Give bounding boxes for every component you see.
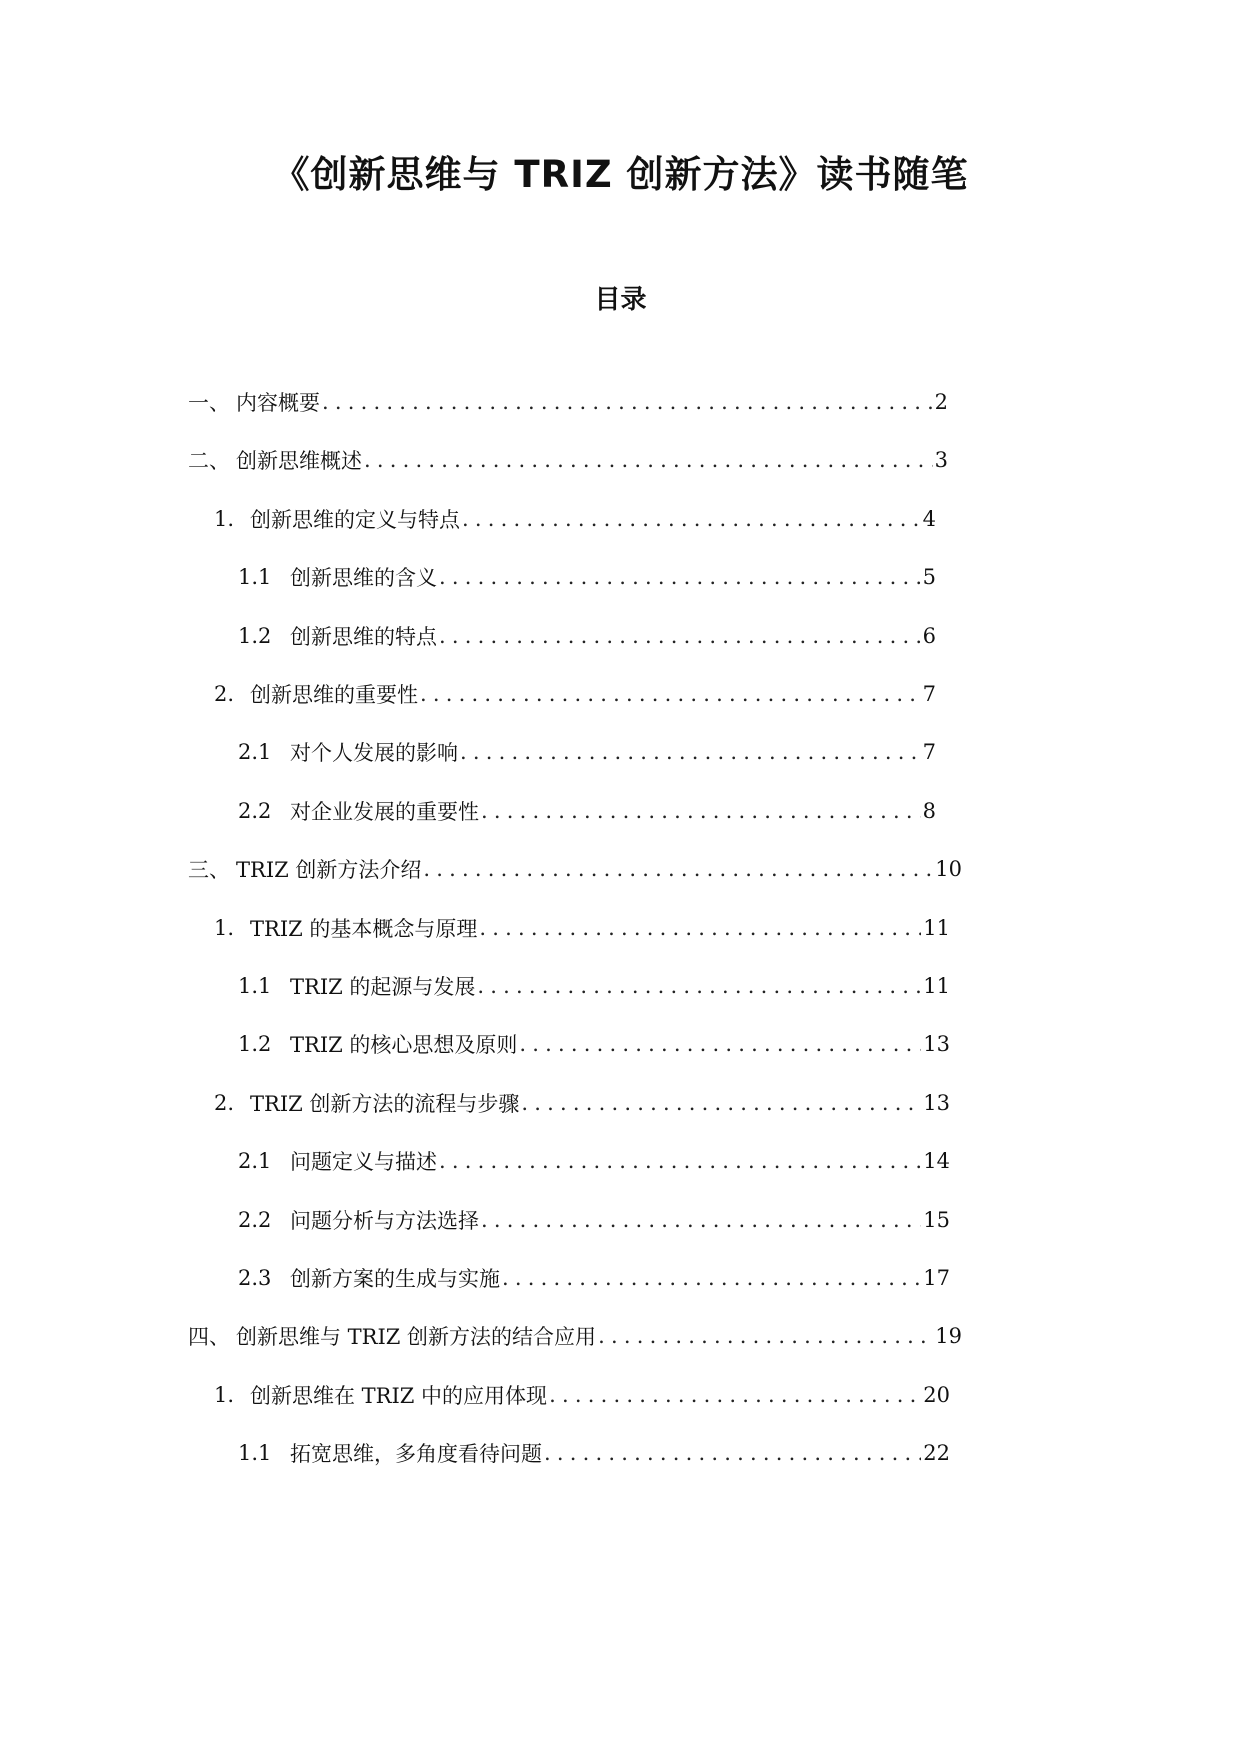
toc-dot-leader (364, 448, 933, 472)
toc-entry-label: 创新思维的含义 (290, 566, 437, 591)
toc-dot-leader (439, 624, 921, 648)
toc-entry-label: 创新方案的生成与实施 (290, 1267, 500, 1291)
toc-dot-leader (502, 1266, 921, 1290)
toc-entry-page-number: 10 (935, 857, 962, 882)
toc-entry-page-number: 11 (923, 974, 950, 998)
toc-entry[interactable] (238, 618, 936, 654)
toc-dot-leader (439, 1149, 921, 1173)
toc-entry-label: 问题分析与方法选择 (290, 1208, 479, 1233)
toc-entry[interactable] (188, 384, 948, 420)
toc-entry-number: 二、 (188, 449, 230, 474)
toc-entry[interactable] (214, 1085, 950, 1121)
toc-dot-leader (481, 1208, 921, 1232)
toc-entry-number: 1. (214, 506, 235, 531)
toc-entry-number: 2. (214, 1090, 235, 1115)
toc-dot-leader (549, 1383, 921, 1407)
toc-entry-label: 内容概要 (236, 391, 320, 415)
toc-entry-label: 对企业发展的重要性 (290, 799, 479, 824)
toc-entry[interactable] (238, 968, 950, 1004)
toc-entry-label: TRIZ 的核心思想及原则 (290, 1033, 518, 1058)
toc-entry-label: TRIZ 创新方法介绍 (236, 858, 422, 883)
toc-entry-number: 2.3 (238, 1266, 272, 1290)
toc-entry-label: 问题定义与描述 (290, 1150, 437, 1175)
toc-heading: 目录 (594, 285, 647, 315)
toc-entry-label: 创新思维与 TRIZ 创新方法的结合应用 (236, 1325, 597, 1350)
toc-entry[interactable] (238, 1143, 950, 1179)
toc-entry-page-number: 3 (934, 448, 948, 473)
toc-entry-page-number: 15 (923, 1207, 950, 1232)
toc-entry-label: 对个人发展的影响 (290, 741, 458, 766)
toc-dot-leader (423, 857, 933, 881)
toc-dot-leader (477, 974, 921, 998)
toc-dot-leader (462, 507, 921, 531)
toc-entry-page-number: 13 (923, 1090, 950, 1115)
toc-dot-leader (481, 799, 921, 823)
toc-entry[interactable] (238, 1260, 950, 1296)
toc-entry[interactable] (238, 734, 936, 770)
toc-entry[interactable] (214, 676, 936, 712)
toc-entry-page-number: 8 (922, 798, 936, 823)
toc-dot-leader (460, 740, 921, 764)
toc-entry[interactable] (214, 1377, 950, 1413)
toc-entry-number: 1.1 (238, 565, 272, 590)
toc-entry[interactable] (188, 1318, 962, 1354)
toc-entry-number: 1.2 (238, 623, 272, 648)
toc-dot-leader (598, 1324, 933, 1348)
toc-entry-number: 三、 (188, 858, 230, 883)
toc-entry-page-number: 11 (923, 915, 950, 940)
toc-entry-number: 2. (214, 682, 235, 706)
toc-entry-label: 创新思维在 TRIZ 中的应用体现 (250, 1383, 548, 1408)
toc-entry[interactable] (188, 851, 962, 887)
toc-entry-page-number: 19 (935, 1324, 962, 1349)
toc-entry-label: 创新思维的定义与特点 (250, 507, 460, 532)
toc-dot-leader (479, 916, 921, 940)
toc-dot-leader (439, 565, 921, 589)
toc-entry-page-number: 20 (923, 1382, 950, 1407)
toc-entry-label: 拓宽思维，多角度看待问题 (290, 1442, 542, 1467)
toc-entry-number: 2.1 (238, 1149, 272, 1174)
toc-entry-number: 四、 (188, 1325, 230, 1350)
toc-entry-number: 2.2 (238, 798, 272, 823)
toc-dot-leader (521, 1091, 921, 1115)
toc-entry-page-number: 7 (922, 740, 936, 765)
toc-entry-label: TRIZ 创新方法的流程与步骤 (250, 1091, 520, 1116)
toc-entry-number: 2.1 (238, 740, 272, 765)
toc-entry-page-number: 4 (922, 506, 936, 531)
toc-entry-page-number: 2 (934, 390, 948, 414)
toc-entry[interactable] (238, 1202, 950, 1238)
toc-entry-number: 1.2 (238, 1032, 272, 1057)
toc-entry[interactable] (188, 442, 948, 478)
toc-entry-number: 1.1 (238, 974, 272, 998)
toc-entry-label: 创新思维的特点 (290, 624, 437, 649)
toc-entry-page-number: 13 (923, 1032, 950, 1057)
toc-entry[interactable] (238, 1435, 950, 1471)
toc-dot-leader (519, 1032, 921, 1056)
toc-entry-label: TRIZ 的起源与发展 (290, 975, 476, 999)
toc-entry-page-number: 7 (922, 682, 936, 706)
toc-entry-number: 1. (214, 1382, 235, 1407)
toc-entry-page-number: 5 (922, 565, 936, 590)
toc-entry-page-number: 17 (923, 1266, 950, 1290)
toc-entry-page-number: 14 (923, 1149, 950, 1174)
toc-entry[interactable] (214, 910, 950, 946)
toc-entry[interactable] (214, 501, 936, 537)
toc-entry-page-number: 22 (923, 1441, 950, 1466)
document-title: 《创新思维与 TRIZ 创新方法》读书随笔 (272, 153, 969, 196)
toc-entry-label: 创新思维的重要性 (250, 683, 418, 707)
toc-entry-label: TRIZ 的基本概念与原理 (250, 916, 478, 941)
toc-entry-number: 1.1 (238, 1441, 272, 1466)
toc-entry-number: 1. (214, 915, 235, 940)
toc-entry-number: 一、 (188, 391, 230, 415)
toc-entry-label: 创新思维概述 (236, 449, 362, 474)
toc-entry[interactable] (238, 559, 936, 595)
toc-entry-page-number: 6 (922, 623, 936, 648)
toc-entry[interactable] (238, 1026, 950, 1062)
toc-dot-leader (322, 390, 933, 414)
toc-entry[interactable] (238, 793, 936, 829)
toc-entry-number: 2.2 (238, 1207, 272, 1232)
toc-dot-leader (544, 1441, 921, 1465)
toc-dot-leader (420, 682, 921, 706)
